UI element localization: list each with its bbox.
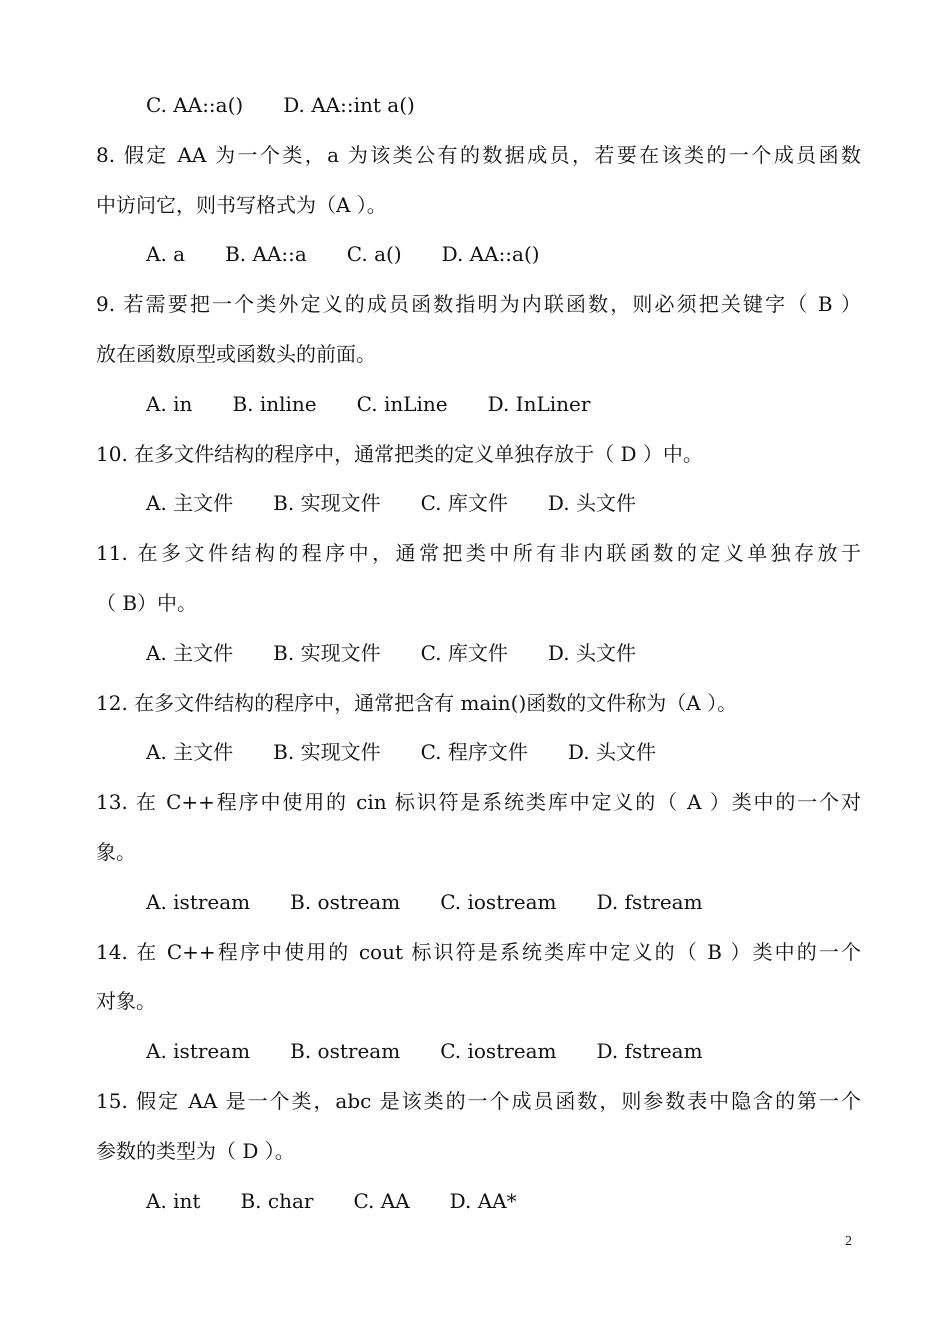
question-text-line: 10. 在多文件结构的程序中，通常把类的定义单独存放于（ D ）中。	[96, 441, 703, 466]
answer-option: D. 头文件	[547, 640, 636, 665]
answer-option: B. ostream	[290, 1039, 401, 1064]
answer-options	[146, 488, 861, 518]
question-text-line: 9. 若需要把一个类外定义的成员函数指明为内联函数，则必须把关键字（ B ）	[96, 292, 861, 317]
answer-option: A. istream	[146, 1039, 251, 1064]
answer-option: A. a	[146, 242, 186, 267]
answer-option: B. ostream	[290, 889, 401, 914]
answer-option: D. 头文件	[567, 740, 656, 765]
answer-options	[146, 1186, 861, 1216]
question-text-line: 11. 在多文件结构的程序中，通常把类中所有非内联函数的定义单独存放于	[96, 541, 861, 566]
question-text-line: 12. 在多文件结构的程序中，通常把含有 main()函数的文件称为（A ）。	[96, 690, 738, 715]
question-text-line: 13. 在 C++程序中使用的 cin 标识符是系统类库中定义的（ A ）类中的一个对	[96, 790, 861, 815]
question-text-line: 对象。	[96, 989, 156, 1014]
answer-option: B. 实现文件	[273, 491, 381, 516]
answer-option: A. 主文件	[146, 491, 234, 516]
answer-option: A. 主文件	[146, 740, 234, 765]
answer-option: C. 库文件	[420, 491, 508, 516]
question-text-line: 15. 假定 AA 是一个类，abc 是该类的一个成员函数，则参数表中隐含的第一个	[96, 1089, 861, 1113]
answer-option: B. char	[240, 1188, 314, 1213]
answer-option: C. AA	[353, 1188, 410, 1213]
answer-option: D. AA::a()	[441, 242, 540, 267]
answer-option: C. iostream	[440, 1039, 557, 1064]
question-text-line: 参数的类型为（ D ）。	[96, 1138, 295, 1163]
question-text-line: 中访问它，则书写格式为（A ）。	[96, 192, 387, 217]
answer-option: A. 主文件	[146, 640, 234, 665]
page-number: 2	[845, 1234, 852, 1249]
answer-option: D. fstream	[596, 1039, 703, 1064]
answer-options	[146, 90, 861, 120]
answer-option: C. iostream	[440, 889, 557, 914]
answer-option: A. istream	[146, 889, 251, 914]
answer-options	[146, 389, 861, 419]
answer-options	[146, 737, 861, 767]
question-text-line: 放在函数原型或函数头的前面。	[96, 342, 376, 366]
answer-option: B. 实现文件	[273, 640, 381, 665]
answer-option: C. AA::a()	[146, 93, 244, 117]
question-text-line: （ B）中。	[96, 591, 198, 615]
answer-option: C. inLine	[356, 391, 448, 416]
answer-options	[146, 1036, 861, 1066]
answer-option: B. inline	[232, 391, 317, 416]
question-text-line: 象。	[96, 840, 136, 864]
answer-option: D. AA*	[449, 1188, 517, 1213]
answer-option: B. AA::a	[225, 242, 307, 267]
answer-option: B. 实现文件	[273, 740, 381, 765]
question-text-line: 8. 假定 AA 为一个类，a 为该类公有的数据成员，若要在该类的一个成员函数	[96, 142, 861, 167]
answer-options	[146, 638, 861, 668]
question-text-line: 14. 在 C++程序中使用的 cout 标识符是系统类库中定义的（ B ）类中的一个	[96, 939, 861, 964]
answer-option: D. InLiner	[487, 391, 591, 416]
answer-option: C. 库文件	[420, 640, 508, 665]
answer-option: D. fstream	[596, 889, 703, 914]
answer-option: C. 程序文件	[420, 740, 528, 765]
answer-option: A. int	[146, 1188, 201, 1213]
answer-options	[146, 887, 861, 917]
answer-option: C. a()	[346, 242, 402, 267]
answer-option: D. 头文件	[547, 491, 636, 516]
answer-option: D. AA::int a()	[283, 93, 415, 117]
answer-option: A. in	[146, 391, 193, 416]
answer-options	[146, 239, 861, 269]
